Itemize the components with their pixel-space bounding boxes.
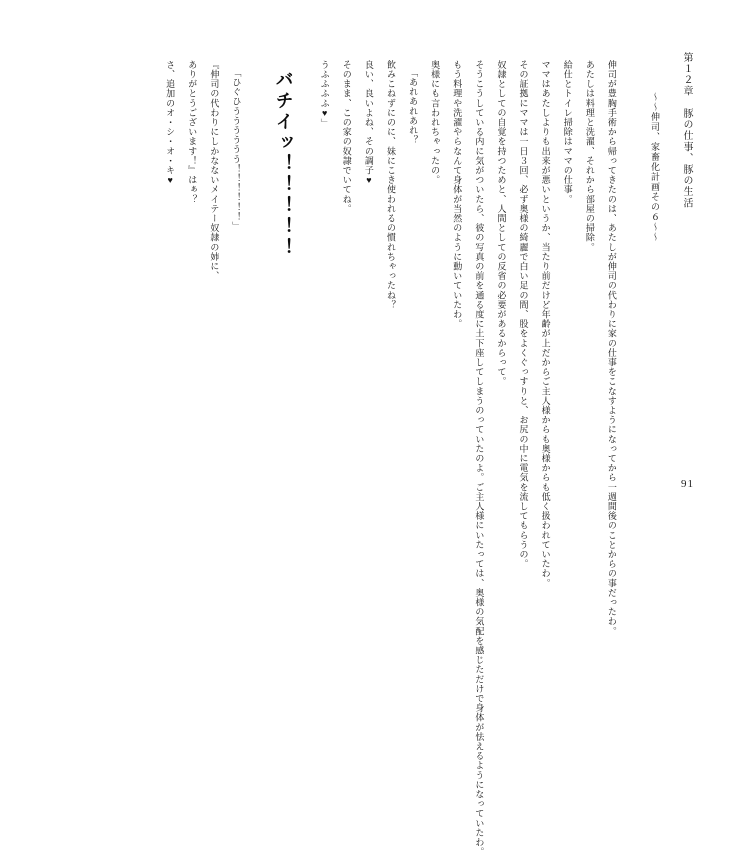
- paragraph-line: さ、追加のオ・シ・オ・キ♥: [165, 60, 176, 186]
- paragraph-line: 給仕とトイレ掃除はママの仕事。: [562, 60, 573, 204]
- paragraph-line: もう料理や洗濯やらなんて身体が当然のように動いていたわ。: [452, 60, 463, 329]
- paragraph-line: そのまま、この家の奴隷でいてね。: [341, 60, 352, 214]
- sound-effect-text: バチイッ！！！！！: [273, 70, 294, 259]
- paragraph-line: 「あれあれあれ？: [408, 68, 419, 145]
- paragraph-line: 奥様にも言われちゃったの。: [430, 60, 441, 185]
- paragraph-line: ママはあたしよりも出来が悪いというか、当たり前だけど年齢が上だからご主人様からも奥様からも低く扱われていたわ。: [540, 60, 551, 588]
- chapter-subtitle: 〜〜伸司、家畜化計画その６〜〜: [650, 92, 660, 242]
- chapter-heading: 第１２章 豚の仕事、豚の生活: [681, 52, 692, 209]
- paragraph-line: 「ひぐひうううううう！！！！！！」: [231, 68, 242, 232]
- paragraph-line: 伸司が豊胸手術から帰ってきたのは、あたしが伸司の代わりに家の仕事をこなすようになってから一週間後のことからの事だったわ。: [606, 60, 617, 636]
- paragraph-line: その証拠にママは一日３回、必ず奥様の綺麗で白い足の間、股をよくぐっすりと、お尻の中に電気を流してもらうの。: [518, 60, 529, 569]
- page-number: 91: [681, 478, 694, 490]
- paragraph-line: ありがとうございます！』はぁ？: [187, 60, 198, 204]
- paragraph-line: 飲みこねずにのに、妹にこき使われるの慣れちゃったね？: [385, 60, 396, 310]
- paragraph-line: うふふふふ♥」: [319, 60, 330, 129]
- paragraph-line: あたしは料理と洗濯、それから部屋の掃除。: [584, 60, 595, 252]
- paragraph-line: 良い、良いよね、その調子♥: [363, 60, 374, 186]
- paragraph-line: そうこうしている内に気がついたら、彼の写真の前を通る度に土下座してしまうのっていたのよ。ご主人様にいたっては、奥様の気配を感じただけで身体が怯えるようになっていたわ。: [474, 60, 485, 857]
- paragraph-line: 奴隷としての自覚を持つためと、人間としての反省の必要があるからって。: [496, 60, 507, 387]
- paragraph-line: 『伸司の代わりにしかなないメイテー奴隷の姉に、: [209, 60, 220, 281]
